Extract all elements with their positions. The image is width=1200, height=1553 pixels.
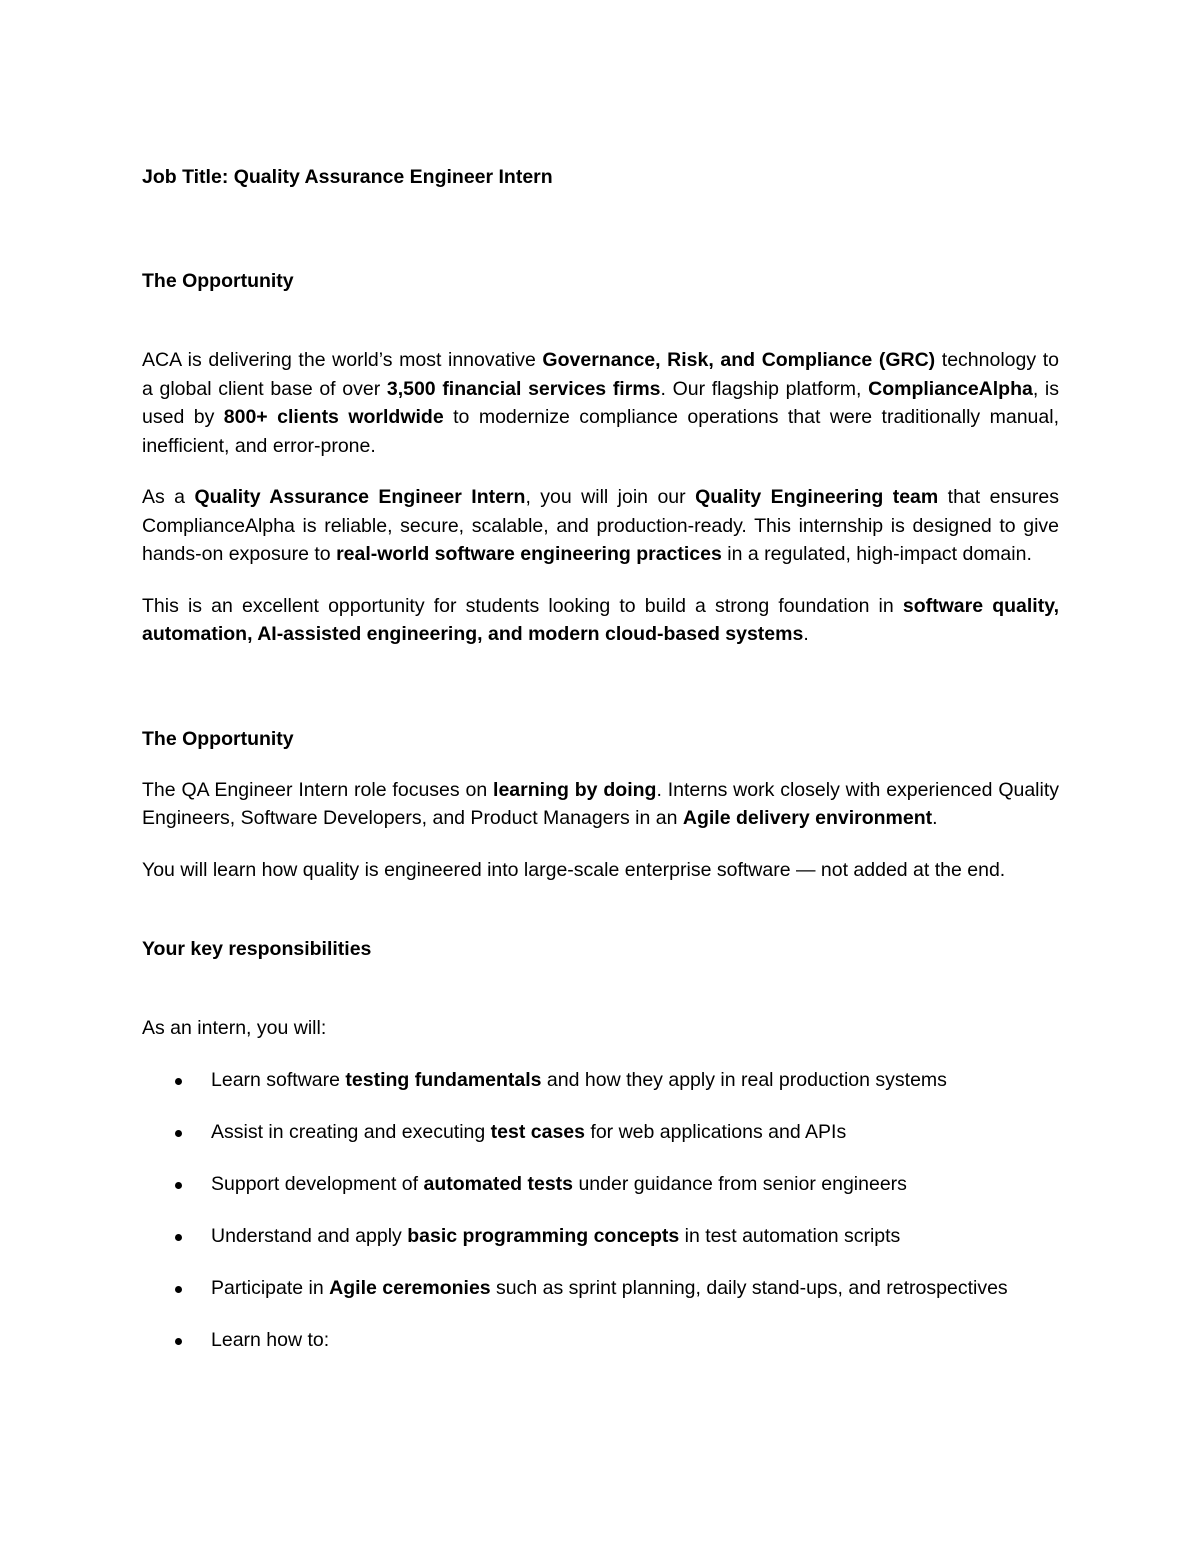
paragraph-intern-intro: As an intern, you will: — [142, 1017, 327, 1039]
list-text: Learn how to: — [211, 1328, 330, 1351]
bold-text: learning by doing — [493, 778, 657, 801]
list-text: under guidance from senior engineers — [573, 1172, 907, 1195]
bold-text: test cases — [490, 1120, 585, 1143]
list-item — [142, 1066, 1059, 1095]
bold-text: real-world software engineering practices — [336, 543, 722, 565]
paragraph-text: The QA Engineer Intern role focuses on — [142, 778, 494, 801]
bullet-icon — [175, 1234, 182, 1241]
list-item — [142, 1118, 1059, 1147]
section-heading-opportunity-2: The Opportunity — [142, 727, 294, 750]
bold-text: 3,500 financial services firms — [386, 377, 661, 400]
bullet-icon — [175, 1286, 182, 1293]
bold-text: automated tests — [423, 1172, 574, 1195]
bold-text: 800+ clients worldwide — [223, 406, 444, 428]
paragraph-intro — [142, 346, 1059, 460]
job-title: Job Title: Quality Assurance Engineer Intern — [142, 166, 553, 188]
list-text: Participate in — [211, 1276, 330, 1299]
document-body — [142, 163, 1059, 1354]
bold-text: Agile delivery environment — [682, 807, 933, 829]
list-text: Assist in creating and executing — [211, 1120, 491, 1143]
paragraph-quality: You will learn how quality is engineered into large-scale enterprise software — not added at the end. — [142, 858, 1006, 881]
paragraph-text: . — [803, 623, 809, 645]
paragraph-text: As a — [142, 486, 195, 508]
list-item — [142, 1170, 1059, 1199]
paragraph-foundation — [142, 592, 1059, 649]
paragraph-text: that ensures ComplianceAlpha is reliable, secure, scalable, and production-ready. This internship is designed to give hands-on exposure to — [142, 486, 1059, 565]
bold-text: Agile ceremonies — [329, 1276, 491, 1299]
section-heading-responsibilities: Your key responsibilities — [142, 938, 372, 960]
responsibilities-list — [142, 1066, 1059, 1355]
list-item — [142, 1326, 1059, 1355]
bullet-icon — [175, 1130, 182, 1137]
bullet-icon — [175, 1078, 182, 1085]
list-text: Understand and apply — [211, 1224, 408, 1247]
paragraph-role — [142, 483, 1059, 569]
paragraph-learning — [142, 776, 1059, 833]
paragraph-text: This is an excellent opportunity for students looking to build a strong foundation in — [142, 594, 903, 617]
bold-text: software quality, automation, AI-assisted engineering, and modern cloud-based systems — [142, 594, 1060, 645]
list-item — [142, 1274, 1059, 1303]
section-heading-opportunity: The Opportunity — [142, 270, 294, 292]
list-text: and how they apply in real production systems — [541, 1068, 947, 1091]
paragraph-text: to modernize compliance operations that were traditionally manual, inefficient, and error-prone. — [142, 406, 1059, 457]
list-text: such as sprint planning, daily stand-ups, and retrospectives — [490, 1276, 1008, 1299]
paragraph-text: , you will join our — [525, 486, 696, 508]
list-text: Support development of — [211, 1172, 424, 1195]
bold-text: Governance, Risk, and Compliance (GRC) — [542, 349, 936, 371]
bullet-icon — [175, 1338, 182, 1345]
bold-text: testing fundamentals — [345, 1068, 542, 1091]
bold-text: Quality Assurance Engineer Intern — [194, 486, 526, 508]
paragraph-text: ACA is delivering the world’s most innovative — [142, 349, 543, 371]
paragraph-text: technology to a global client base of over — [142, 349, 1059, 400]
list-item — [142, 1222, 1059, 1251]
paragraph-text: . Interns work closely with experienced Quality Engineers, Software Developers, and Product Managers in an — [142, 778, 1060, 829]
paragraph-text: in a regulated, high-impact domain. — [721, 543, 1032, 565]
paragraph-text: . Our flagship platform, — [660, 377, 869, 400]
bold-text: ComplianceAlpha — [868, 377, 1033, 400]
bold-text: Quality Engineering team — [695, 486, 939, 508]
paragraph-text: . — [932, 807, 938, 829]
list-text: in test automation scripts — [679, 1224, 901, 1247]
bullet-icon — [175, 1182, 182, 1189]
list-text: Learn software — [211, 1068, 346, 1091]
paragraph-text: , is used by — [142, 377, 1060, 428]
list-text: for web applications and APIs — [584, 1120, 847, 1143]
bold-text: basic programming concepts — [407, 1224, 680, 1247]
